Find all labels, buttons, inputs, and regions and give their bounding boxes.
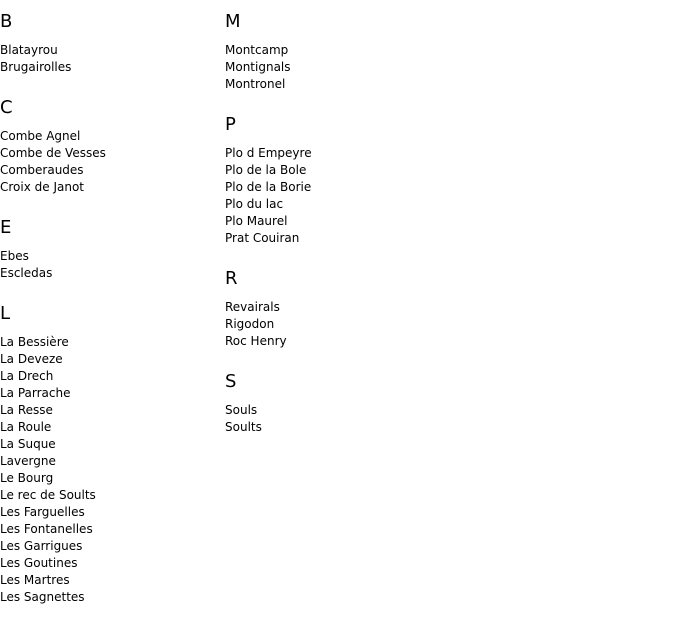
place-item[interactable]: Plo Maurel	[225, 214, 288, 228]
letter-heading: E	[0, 217, 12, 238]
place-item[interactable]: La Deveze	[0, 352, 63, 366]
letter-heading: R	[225, 268, 238, 289]
place-item[interactable]: Montignals	[225, 60, 291, 74]
letter-group-p	[225, 114, 445, 247]
place-item[interactable]: La Suque	[0, 437, 56, 451]
place-item[interactable]: Blatayrou	[0, 43, 58, 57]
place-list	[225, 42, 445, 93]
letter-heading: C	[0, 97, 13, 118]
letter-heading: B	[0, 11, 13, 32]
place-list	[0, 42, 220, 76]
place-item[interactable]: Revairals	[225, 300, 280, 314]
place-item[interactable]: Plo de la Borie	[225, 180, 312, 194]
place-item[interactable]: Croix de Janot	[0, 180, 84, 194]
letter-heading: S	[225, 371, 237, 392]
place-item[interactable]: Souls	[225, 403, 258, 417]
place-item[interactable]: La Bessière	[0, 335, 69, 349]
place-item[interactable]: Roc Henry	[225, 334, 287, 348]
place-list	[225, 145, 445, 247]
place-item[interactable]: Ebes	[0, 249, 29, 263]
place-item[interactable]: Soults	[225, 420, 262, 434]
place-item[interactable]: Montcamp	[225, 43, 289, 57]
place-item[interactable]: Rigodon	[225, 317, 275, 331]
letter-group-r	[225, 268, 445, 350]
place-item[interactable]: Les Martres	[0, 573, 70, 587]
place-list	[0, 248, 220, 282]
letter-heading: P	[225, 114, 236, 135]
place-item[interactable]: Les Garrigues	[0, 539, 83, 553]
place-item[interactable]: Le Bourg	[0, 471, 54, 485]
place-item[interactable]: La Resse	[0, 403, 53, 417]
letter-heading: L	[0, 303, 11, 324]
place-item[interactable]: Combe Agnel	[0, 129, 81, 143]
letter-group-m	[225, 11, 445, 93]
place-item[interactable]: Les Sagnettes	[0, 590, 85, 604]
place-item[interactable]: Plo de la Bole	[225, 163, 307, 177]
index-column-left	[0, 11, 220, 627]
place-item[interactable]: Escledas	[0, 266, 53, 280]
place-item[interactable]: Les Fontanelles	[0, 522, 93, 536]
place-item[interactable]: La Roule	[0, 420, 52, 434]
place-list	[0, 334, 220, 606]
letter-group-c	[0, 97, 220, 196]
place-item[interactable]: Les Goutines	[0, 556, 78, 570]
letter-heading: M	[225, 11, 241, 32]
index-column-right	[225, 11, 445, 457]
place-item[interactable]: Plo du lac	[225, 197, 284, 211]
place-item[interactable]: Brugairolles	[0, 60, 72, 74]
place-item[interactable]: Combe de Vesses	[0, 146, 106, 160]
place-item[interactable]: Comberaudes	[0, 163, 84, 177]
place-list	[225, 299, 445, 350]
letter-group-e	[0, 217, 220, 282]
place-item[interactable]: Le rec de Soults	[0, 488, 96, 502]
letter-group-b	[0, 11, 220, 76]
place-list	[0, 128, 220, 196]
place-item[interactable]: Prat Couiran	[225, 231, 300, 245]
place-item[interactable]: Les Farguelles	[0, 505, 85, 519]
letter-group-l	[0, 303, 220, 606]
place-item[interactable]: Lavergne	[0, 454, 56, 468]
place-item[interactable]: La Drech	[0, 369, 54, 383]
place-list	[225, 402, 445, 436]
place-item[interactable]: La Parrache	[0, 386, 71, 400]
place-item[interactable]: Plo d Empeyre	[225, 146, 312, 160]
letter-group-s	[225, 371, 445, 436]
place-item[interactable]: Montronel	[225, 77, 286, 91]
